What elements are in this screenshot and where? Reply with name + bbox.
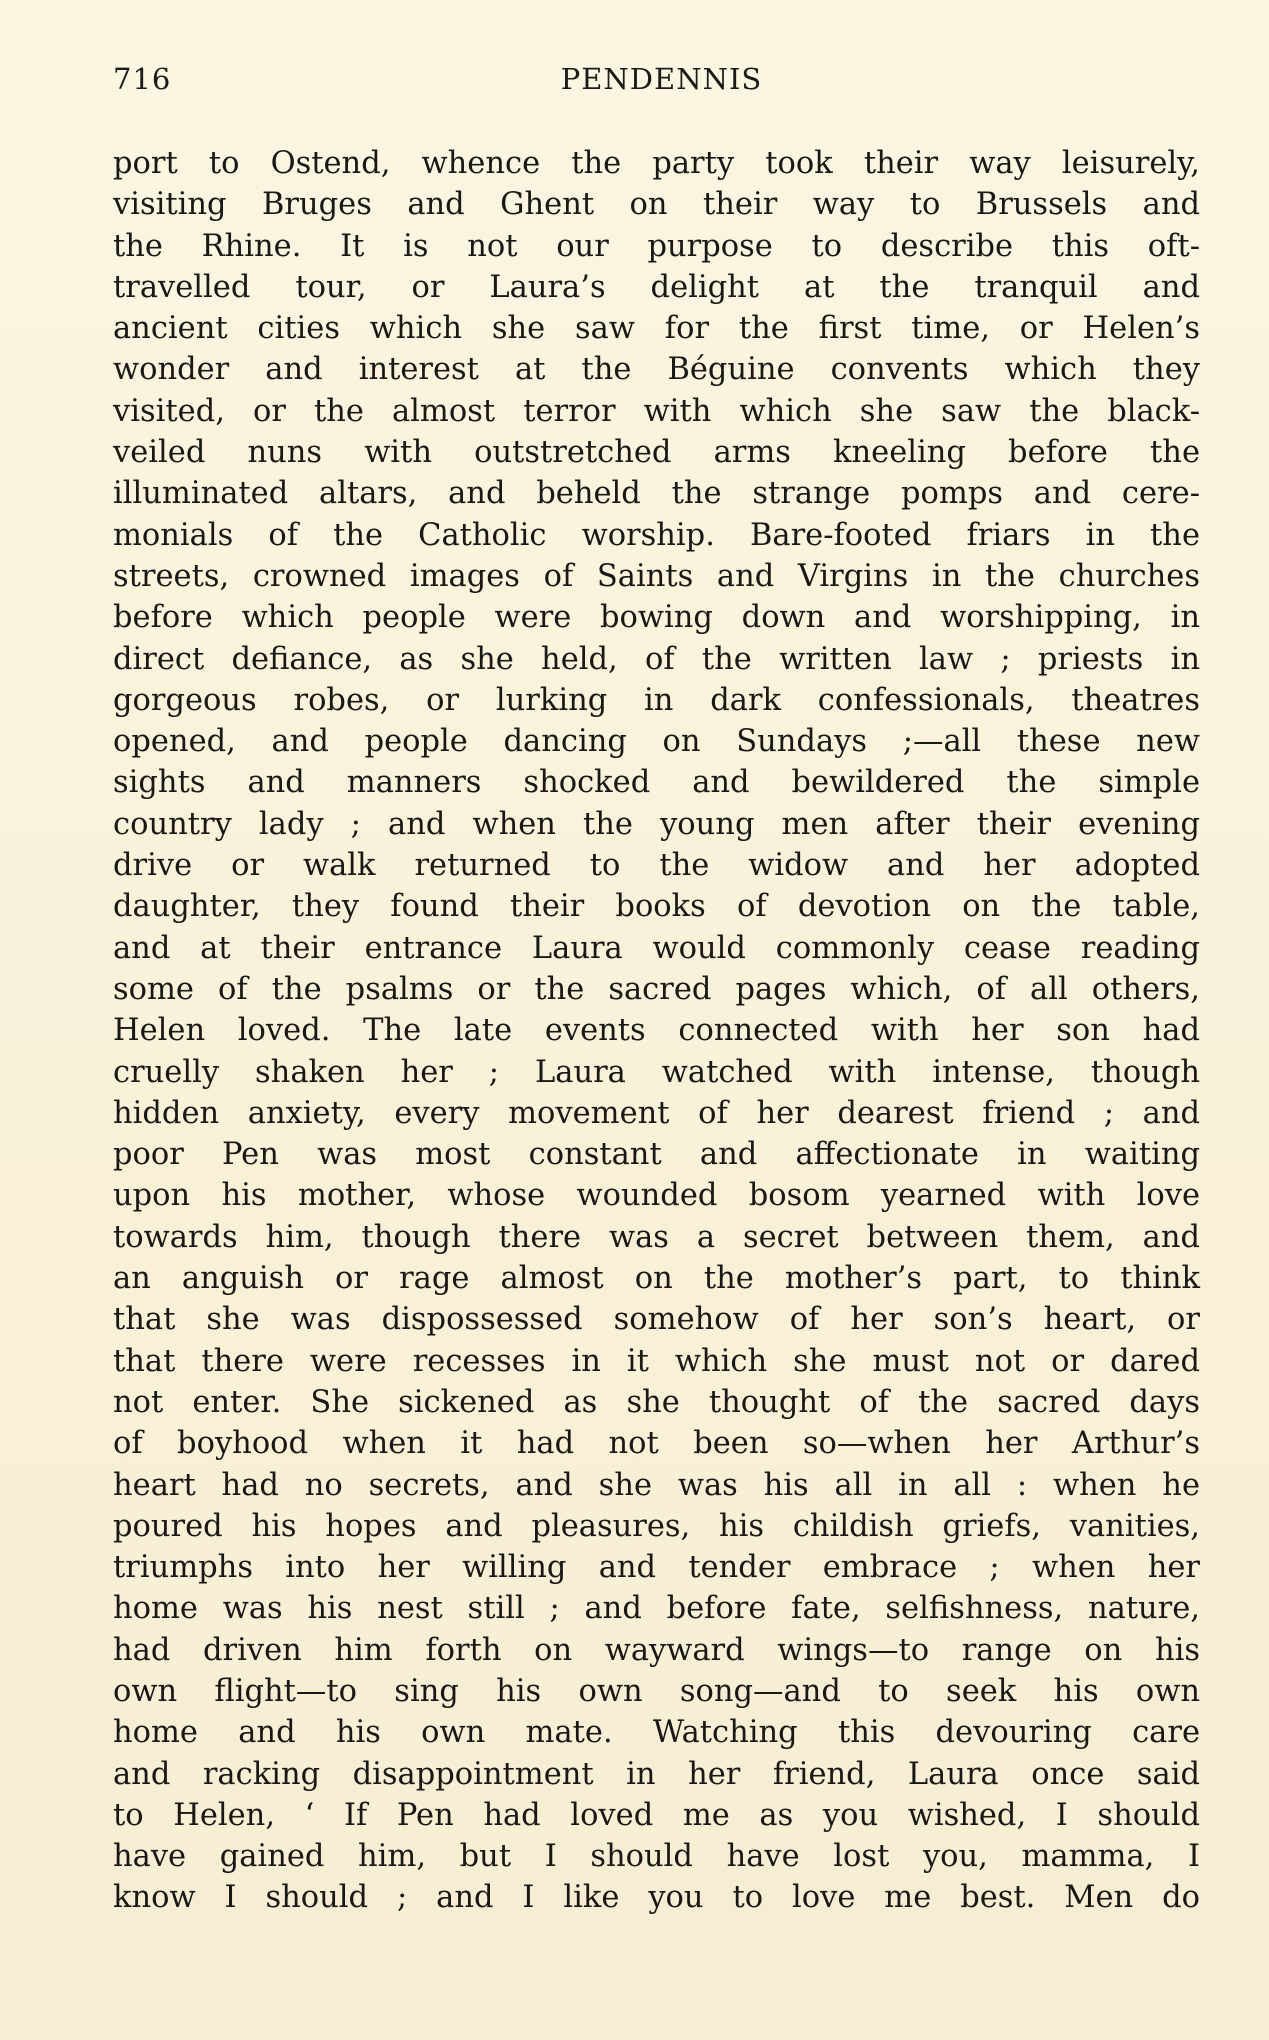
text-line: know I should ; and I like you to love me best. Men do <box>113 1880 1200 1916</box>
text-line: before which people were bowing down and worshipping, in <box>113 600 1200 636</box>
text-line: had driven him forth on wayward wings—to range on his <box>113 1632 1200 1668</box>
text-line: and at their entrance Laura would commonly cease reading <box>113 930 1200 966</box>
text-line: an anguish or rage almost on the mother’s part, to think <box>113 1261 1200 1297</box>
text-line: to Helen, ‘ If Pen had loved me as you wished, I should <box>113 1797 1200 1833</box>
text-line: daughter, they found their books of devotion on the table, <box>113 889 1200 925</box>
text-line: home was his nest still ; and before fate, selfishness, nature, <box>113 1591 1200 1627</box>
text-line: poor Pen was most constant and affectionate in waiting <box>113 1137 1200 1173</box>
text-line: the Rhine. It is not our purpose to describe this oft- <box>113 228 1200 264</box>
text-line: gorgeous robes, or lurking in dark confessionals, theatres <box>113 682 1200 718</box>
text-line: that there were recesses in it which she must not or dared <box>113 1343 1200 1379</box>
text-line: and racking disappointment in her friend, Laura once said <box>113 1756 1200 1792</box>
text-line: that she was dispossessed somehow of her son’s heart, or <box>113 1302 1200 1338</box>
text-line: veiled nuns with outstretched arms kneeling before the <box>113 435 1200 471</box>
text-line: Helen loved. The late events connected with her son had <box>113 1013 1200 1049</box>
text-line: country lady ; and when the young men after their evening <box>113 806 1200 842</box>
text-line: cruelly shaken her ; Laura watched with intense, though <box>113 1054 1200 1090</box>
text-line: of boyhood when it had not been so—when her Arthur’s <box>113 1426 1200 1462</box>
text-line: some of the psalms or the sacred pages which, of all others, <box>113 971 1200 1007</box>
text-line: sights and manners shocked and bewildered the simple <box>113 765 1200 801</box>
text-line: illuminated altars, and beheld the strange pomps and cere- <box>113 476 1200 512</box>
page-number: 716 <box>113 62 172 96</box>
text-line: port to Ostend, whence the party took their way leisurely, <box>113 146 1200 181</box>
text-line: upon his mother, whose wounded bosom yearned with love <box>113 1178 1200 1214</box>
text-line: ancient cities which she saw for the first time, or Helen’s <box>113 311 1200 347</box>
text-line: wonder and interest at the Béguine convents which they <box>113 352 1200 388</box>
text-line: opened, and people dancing on Sundays ;—all these new <box>113 724 1200 760</box>
text-line: home and his own mate. Watching this devouring care <box>113 1715 1200 1751</box>
text-line: direct defiance, as she held, of the written law ; priests in <box>113 641 1200 677</box>
text-line: towards him, though there was a secret between them, and <box>113 1219 1200 1255</box>
text-line: visiting Bruges and Ghent on their way to Brussels and <box>113 187 1200 223</box>
text-line: monials of the Catholic worship. Bare-footed friars in the <box>113 517 1200 553</box>
running-title: PENDENNIS <box>560 62 763 96</box>
text-line: hidden anxiety, every movement of her dearest friend ; and <box>113 1095 1200 1131</box>
text-line: drive or walk returned to the widow and her adopted <box>113 848 1200 884</box>
text-line: have gained him, but I should have lost you, mamma, I <box>113 1839 1200 1875</box>
text-line: not enter. She sickened as she thought of the sacred days <box>113 1384 1200 1420</box>
running-head <box>113 62 1200 110</box>
text-line: triumphs into her willing and tender embrace ; when her <box>113 1550 1200 1586</box>
text-line: poured his hopes and pleasures, his childish griefs, vanities, <box>113 1508 1200 1544</box>
text-line: own flight—to sing his own song—and to seek his own <box>113 1673 1200 1709</box>
text-line: travelled tour, or Laura’s delight at the tranquil and <box>113 269 1200 305</box>
text-line: visited, or the almost terror with which she saw the black- <box>113 393 1200 429</box>
body-text <box>113 143 1200 1919</box>
text-line: streets, crowned images of Saints and Virgins in the churches <box>113 558 1200 594</box>
text-line: heart had no secrets, and she was his all in all : when he <box>113 1467 1200 1503</box>
